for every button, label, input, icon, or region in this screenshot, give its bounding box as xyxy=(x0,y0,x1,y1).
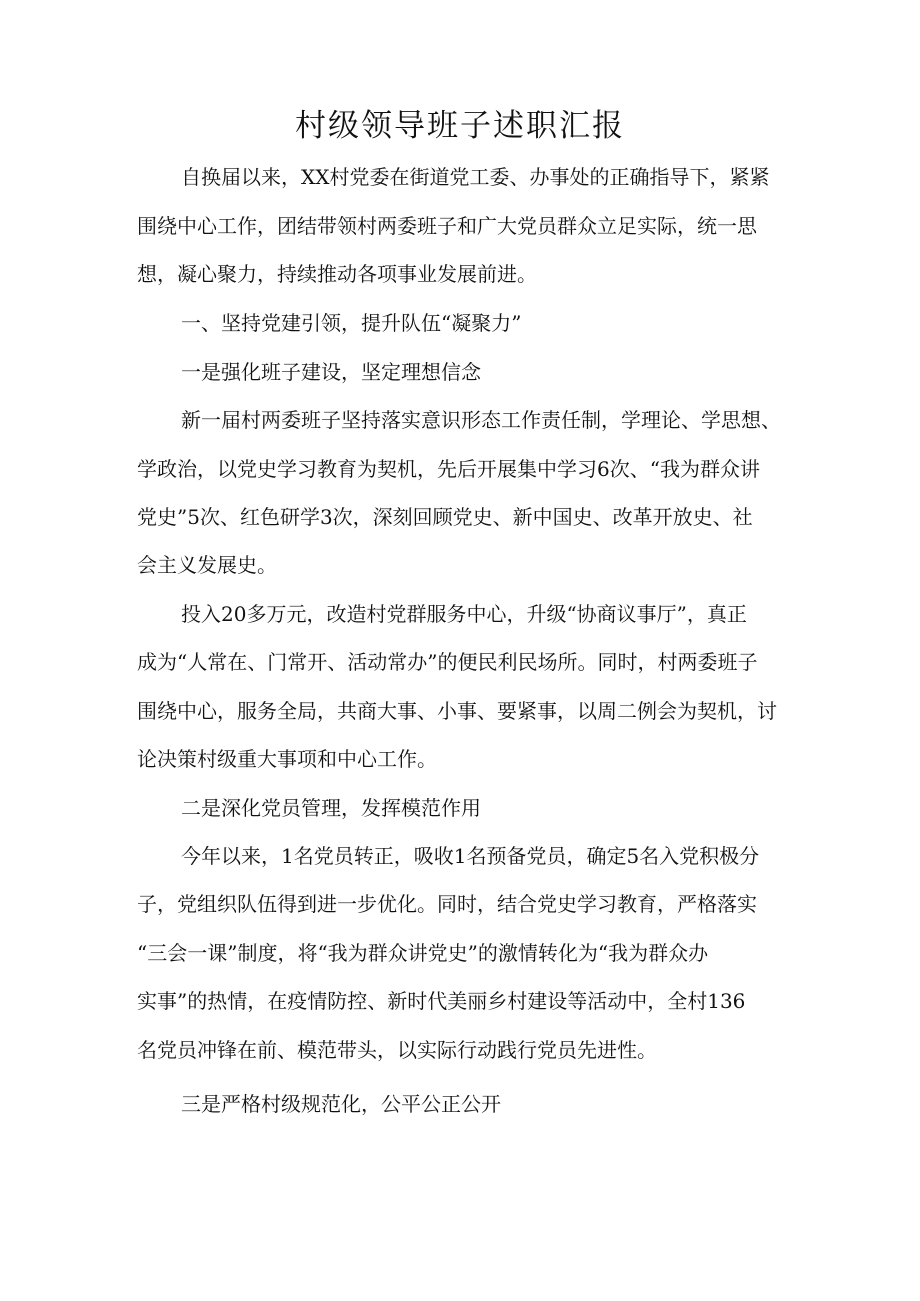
paragraph-line: 成为“人常在、门常开、活动常办”的便民利民场所。同时，村两委班子 xyxy=(137,650,758,674)
paragraph-line: “三会一课”制度，将“我为群众讲党史”的激情转化为“我为群众办 xyxy=(137,941,709,965)
paragraph-line: 名党员冲锋在前、模范带头，以实际行动践行党员先进性。 xyxy=(137,1038,657,1062)
paragraph-line: 子，党组织队伍得到进一步优化。同时，结合党史学习教育，严格落实 xyxy=(137,892,757,916)
paragraph-line: 自换届以来，XX村党委在街道党工委、办事处的正确指导下，紧紧 xyxy=(181,165,770,189)
paragraph-line: 围绕中心工作，团结带领村两委班子和广大党员群众立足实际，统一思 xyxy=(137,214,757,238)
paragraph-line: 学政治，以党史学习教育为契机，先后开展集中学习6次、“我为群众讲 xyxy=(137,457,760,481)
paragraph-line: 论决策村级重大事项和中心工作。 xyxy=(137,747,437,771)
paragraph-line: 今年以来，1名党员转正，吸收1名预备党员，确定5名入党积极分 xyxy=(181,844,760,868)
subsection-heading: 一是强化班子建设，坚定理想信念 xyxy=(181,360,481,384)
section-heading: 一、坚持党建引领，提升队伍“凝聚力” xyxy=(181,311,522,335)
document-title: 村级领导班子述职汇报 xyxy=(295,108,625,144)
paragraph-line: 实事”的热情，在疫情防控、新时代美丽乡村建设等活动中，全村136 xyxy=(137,989,746,1013)
paragraph-line: 想，凝心聚力，持续推动各项事业发展前进。 xyxy=(137,262,537,286)
paragraph-line: 投入20多万元，改造村党群服务中心，升级“协商议事厅”，真正 xyxy=(181,602,747,626)
paragraph-line: 新一届村两委班子坚持落实意识形态工作责任制，学理论、学思想、 xyxy=(181,408,781,432)
subsection-heading: 三是严格村级规范化，公平公正公开 xyxy=(181,1092,501,1116)
paragraph-line: 围绕中心，服务全局，共商大事、小事、要紧事，以周二例会为契机，讨 xyxy=(137,699,777,723)
paragraph-line: 党史”5次、红色研学3次，深刻回顾党史、新中国史、改革开放史、社 xyxy=(137,505,753,529)
subsection-heading: 二是深化党员管理，发挥模范作用 xyxy=(181,796,481,820)
paragraph-line: 会主义发展史。 xyxy=(137,553,277,577)
